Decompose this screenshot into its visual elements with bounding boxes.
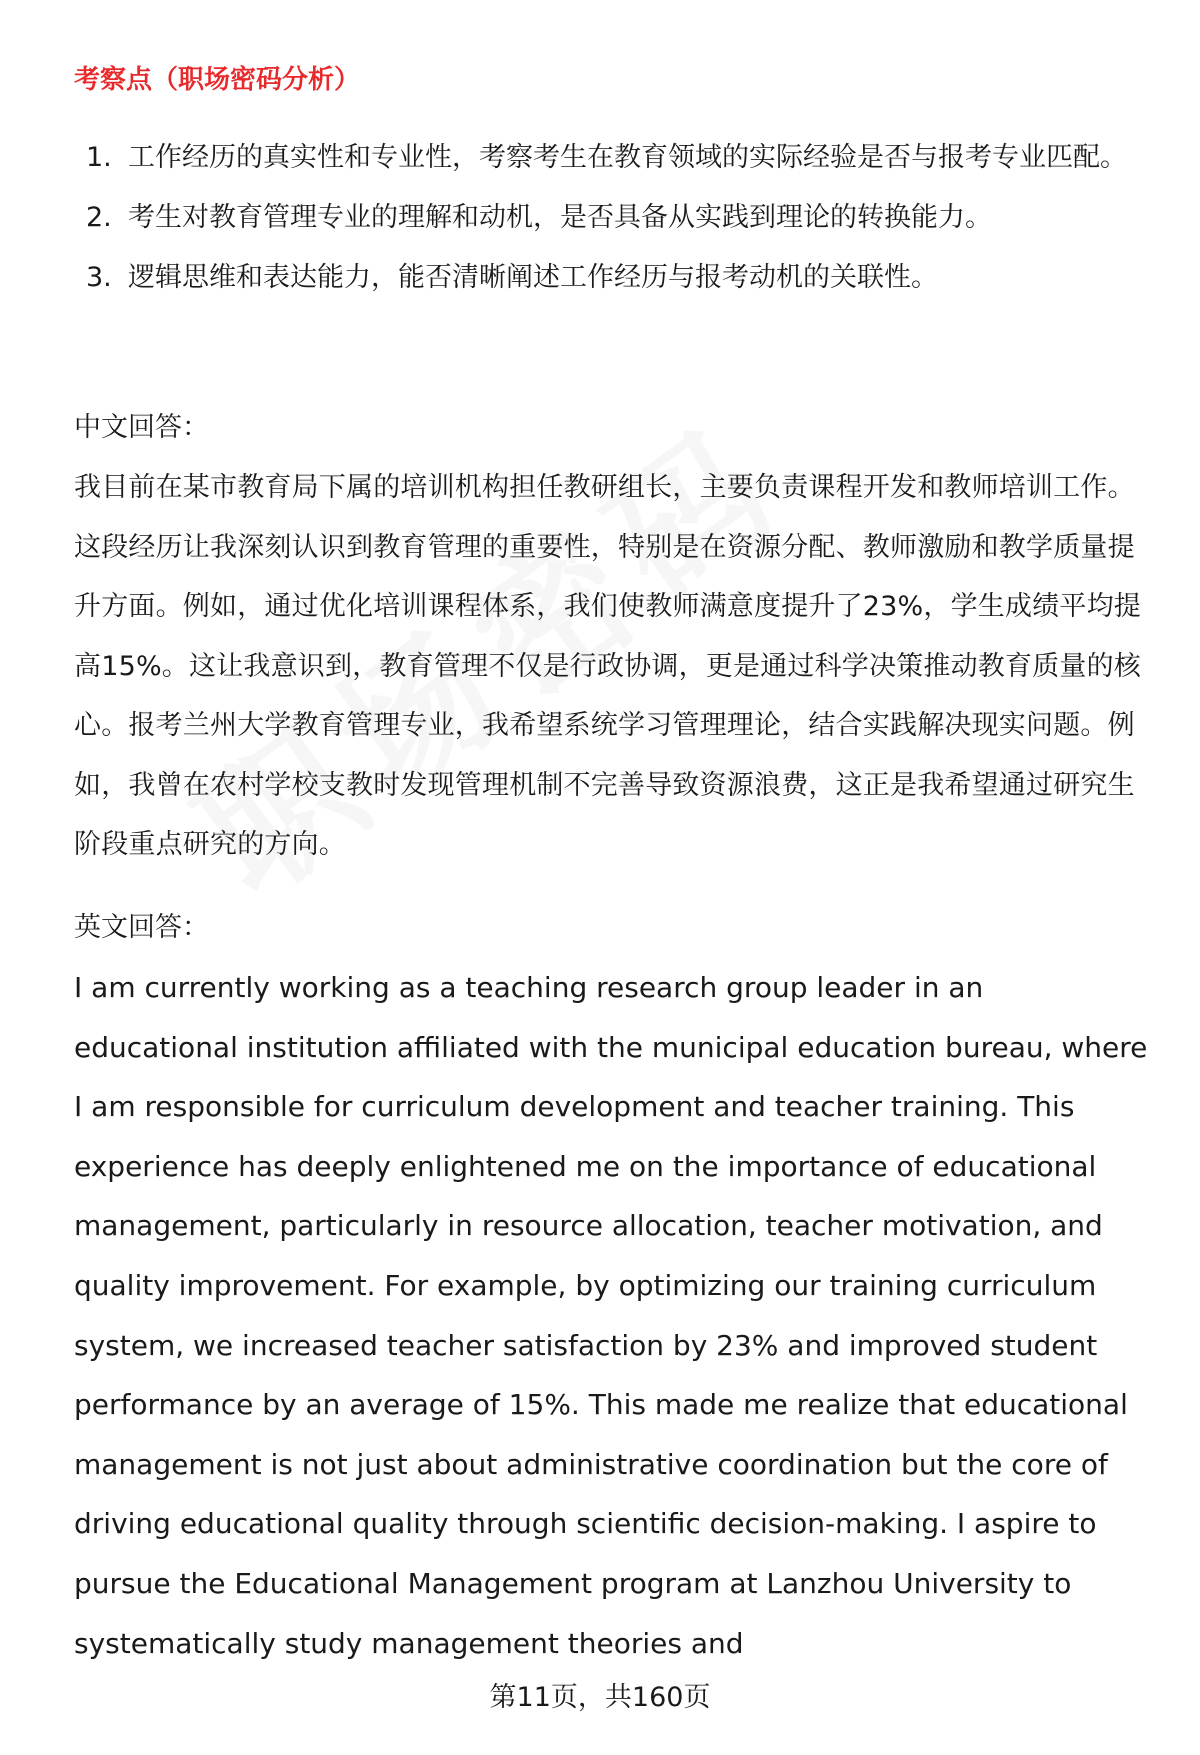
section-title: 考察点（职场密码分析）: [74, 65, 361, 95]
chinese-answer-text: 我目前在某市教育局下属的培训机构担任教研组长，主要负责课程开发和教师培训工作。这段经历让我深刻认识到教育管理的重要性，特别是在资源分配、教师激励和教学质量提升方面。例如，通过优化培训课程体系，我们使教师满意度提升了23%，学生成绩平均提高15%。这让我意识到，教育管理不仅是行政协调，更是通过科学决策推动教育质量的核心。报考兰州大学教育管理专业，我希望系统学习管理理论，结合实践解决现实问题。例如，我曾在农村学校支教时发现管理机制不完善导致资源浪费，这正是我希望通过研究生阶段重点研究的方向。: [74, 472, 1142, 860]
english-answer-label: 英文回答：: [74, 912, 209, 943]
list-item-text: 工作经历的真实性和专业性，考察考生在教育领域的实际经验是否与报考专业匹配。: [128, 142, 1127, 173]
english-answer-text: I am currently working as a teaching research group leader in an educational institution affiliated with the municipal education bureau, where I am responsible for curriculum development and teacher training. This experience has deeply enlightened me on the importance of educational management, particularly in resource allocation, teacher motivation, and quality improvement. For example, by optimizing our training curriculum system, we increased teacher satisfaction by 23% and improved student performance by an average of 15%. This made me realize that educational management is not just about administrative coordination but the core of driving educational quality through scientific decision-making. I aspire to pursue the Educational Management program at Lanzhou University to systematically study management theories and: [74, 971, 1148, 1660]
list-item: [74, 248, 1144, 308]
list-item: [74, 128, 1144, 188]
chinese-answer-label: 中文回答：: [74, 412, 209, 443]
list-item-text: 逻辑思维和表达能力，能否清晰阐述工作经历与报考动机的关联性。: [128, 262, 938, 293]
list-item-number: 3.: [86, 262, 112, 293]
list-item-text: 考生对教育管理专业的理解和动机，是否具备从实践到理论的转换能力。: [128, 202, 992, 233]
list-item-number: 2.: [86, 202, 112, 233]
list-item: [74, 188, 1144, 248]
list-item-number: 1.: [86, 142, 112, 173]
assessment-points-list: [74, 128, 1144, 308]
page-number: 第11页，共160页: [489, 1682, 711, 1713]
